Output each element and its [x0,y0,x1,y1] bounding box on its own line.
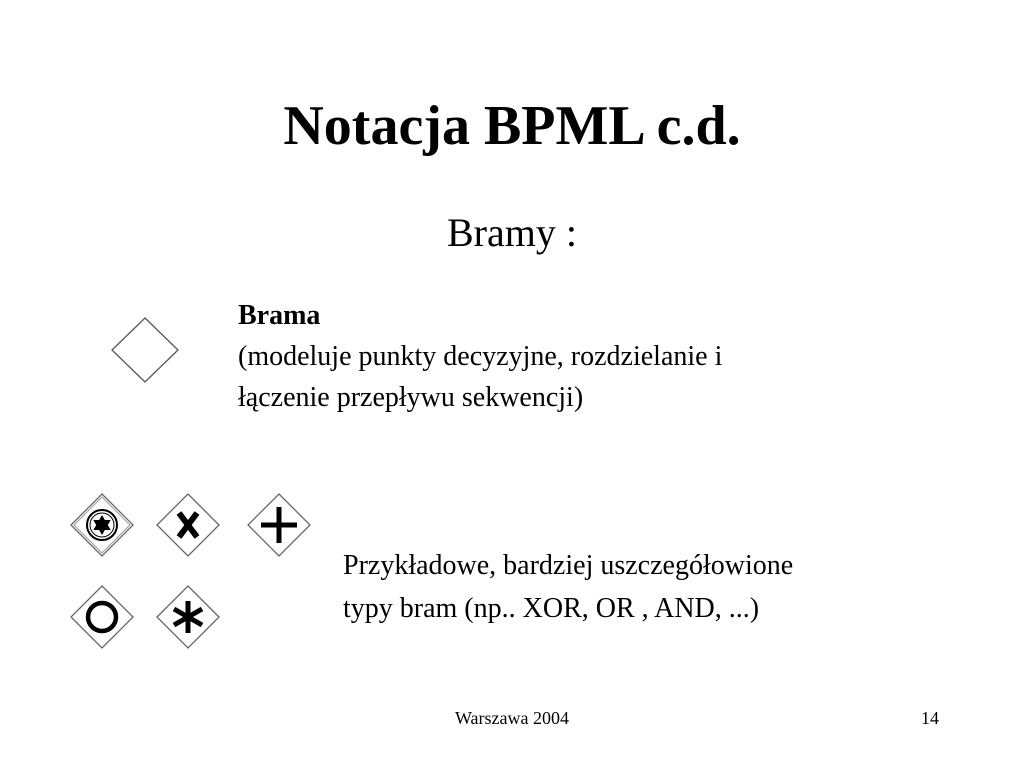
definition-line-2: łączenie przepływu sekwencji) [238,382,584,413]
definition-line-1: (modeluje punkty decyzyjne, rozdzielanie i [238,341,723,372]
page-number: 14 [921,708,939,728]
or-gateway-icon [68,584,136,650]
examples-line-2: typy bram (np.. XOR, OR , AND, ...) [343,593,760,624]
gateway-definition [238,295,722,418]
definition-term: Brama [238,300,321,331]
gateway-icon [110,317,180,383]
and-gateway-icon [246,492,312,558]
slide-subtitle: Bramy : [447,210,577,255]
footer-place-year: Warszawa 2004 [454,708,569,728]
gateway-examples-caption [343,544,793,630]
asterisk-gateway-icon [155,584,221,650]
xor-gateway-icon [155,492,221,558]
examples-line-1: Przykładowe, bardziej uszczegółowione [343,550,794,581]
slide-title: Notacja BPML c.d. [283,95,741,157]
complex-gateway-icon [68,492,136,558]
